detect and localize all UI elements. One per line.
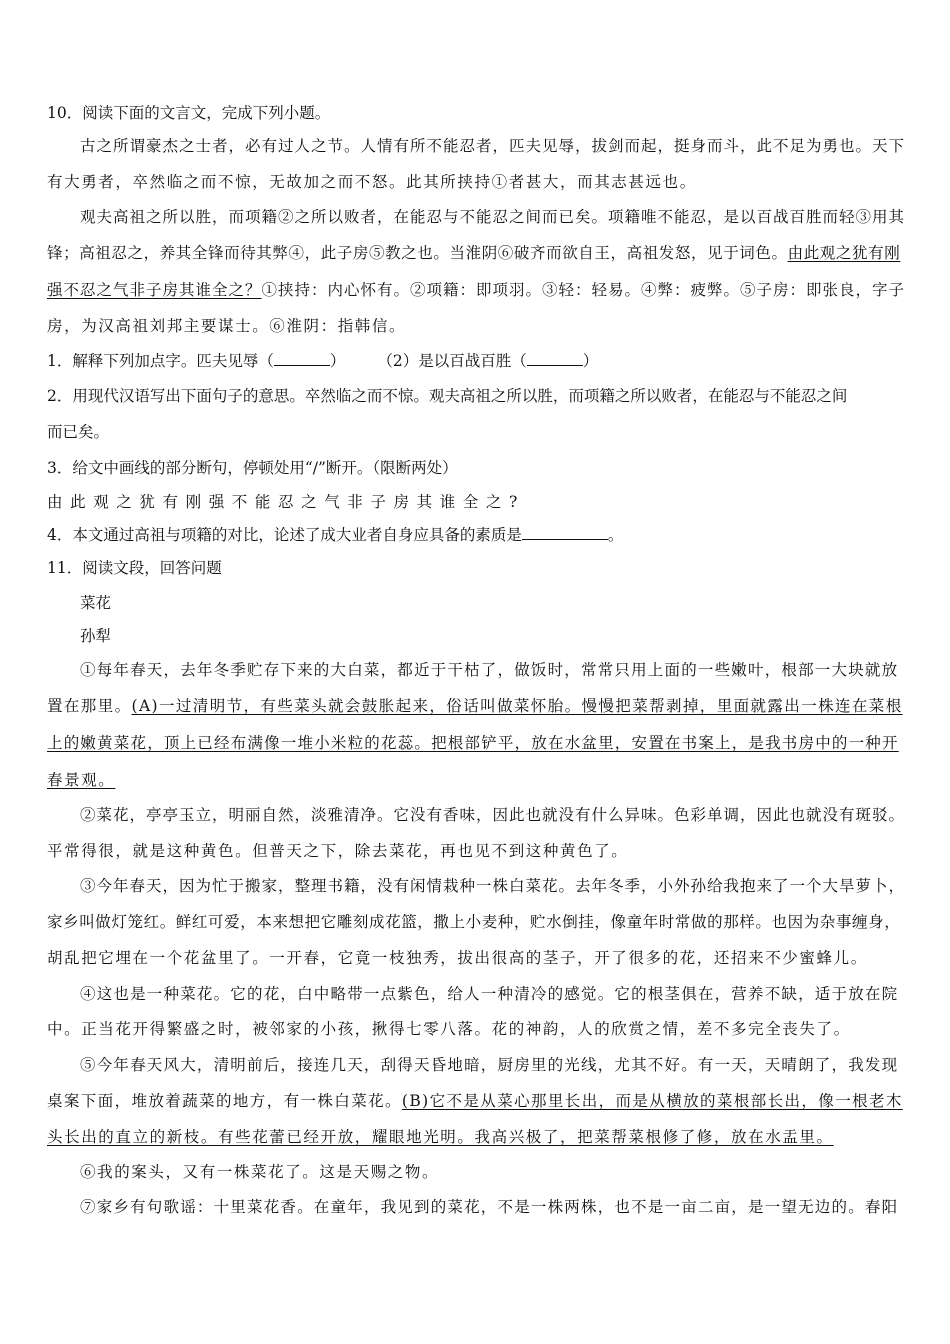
essay-p5-line1: ⑤今年春天风大，清明前后，接连几天，刮得天昏地暗，厨房里的光线，尤其不好。有一天，天晴朗了，我发现 (80, 1056, 899, 1074)
essay-p2-line1: ②菜花，亭亭玉立，明丽自然，淡雅清净。它没有香味，因此也就没有什么异味。色彩单调，因此也就没有斑驳。 (80, 806, 906, 824)
essay-p5-line2-text: 桌案下面，堆放着蔬菜的地方，有一株白菜花。 (47, 1092, 402, 1110)
essay-p3-line3: 胡乱把它埋在一个花盆里了。一开春，它竟一枝独秀，拔出很高的茎子，开了很多的花，还招来不少蜜蜂儿。 (47, 949, 868, 967)
q10-underlined-sentence-part2: 强不忍之气非子房其谁全之？ (47, 281, 262, 299)
q10-sub3: 3．给文中画线的部分断句，停顿处用“/”断开。（限断两处） (47, 459, 458, 477)
q10-notes-line2: 房，为汉高祖刘邦主要谋士。⑥淮阴：指韩信。 (47, 317, 407, 335)
q10-sub2-line2: 而已矣。 (47, 423, 110, 441)
essay-underlined-b-part2: 头长出的直立的新枝。有些花蕾已经开放，耀眼地光明。我高兴极了，把菜帮菜根修了修，放在水盂里。 (47, 1128, 834, 1146)
q10-passage-p1-line1: 古之所谓豪杰之士者，必有过人之节。人情有所不能忍者，匹夫见辱，拔剑而起，挺身而斗，此不足为勇也。天下 (80, 137, 906, 155)
q10-sub2-line1: 2．用现代汉语写出下面句子的意思。卒然临之而不惊。观夫高祖之所以胜，而项籍之所以败者，在能忍与不能忍之间 (47, 387, 848, 405)
q10-passage-p2-line2 (47, 243, 900, 263)
q10-passage-p2-line3 (47, 280, 905, 300)
essay-p1-line1: ①每年春天，去年冬季贮存下来的大白菜，都近于干枯了，做饭时，常常只用上面的一些嫩叶，根部一大块就放 (80, 661, 899, 679)
q10-notes-line1: ①挟持：内心怀有。②项籍：即项羽。③轻：轻易。④弊：疲弊。⑤子房：即张良，字子 (261, 281, 906, 299)
essay-p3-line2: 家乡叫做灯笼红。鲜红可爱，本来想把它雕刻成花篮，撒上小麦种，贮水倒挂，像童年时常做的那样。也因为杂事缠身， (47, 913, 901, 931)
essay-p1-line2 (47, 696, 903, 716)
q10-sub1 (47, 351, 598, 371)
q10-sub1-blank-2[interactable] (527, 351, 583, 366)
essay-p7-line1: ⑦家乡有句歌谣：十里菜花香。在童年，我见到的菜花，不是一株两株，也不是一亩二亩，是一望无边的。春阳 (80, 1198, 899, 1216)
essay-p5-line2 (47, 1091, 903, 1111)
essay-underlined-b-part1: (B)它不是从菜心那里长出，而是从横放的菜根部长出，像一根老木 (401, 1092, 903, 1110)
q10-underlined-sentence-part1: 由此观之犹有刚 (787, 244, 901, 262)
q10-sub4-text: 4．本文通过高祖与项籍的对比，论述了成大业者自身应具备的素质是 (47, 526, 522, 544)
essay-p4-line2: 中。正当花开得繁盛之时，被邻家的小孩，揪得七零八落。花的神韵，人的欣赏之情，差不多完全丧失了。 (47, 1020, 851, 1038)
essay-underlined-a-part1: (A)一过清明节，有些菜头就会鼓胀起来，俗话叫做菜怀胎。慢慢把菜帮剥掉，里面就露出一株连在菜根 (131, 697, 903, 715)
essay-title: 菜花 (80, 594, 112, 612)
q10-sub3-sentence: 由此观之犹有刚强不能忍之气非子房其谁全之? (47, 493, 525, 511)
essay-underlined-a-part3: 春景观。 (47, 771, 116, 789)
essay-p4-line1: ④这也是一种菜花。它的花，白中略带一点紫色，给人一种清冷的感觉。它的根茎俱在，营养不缺，适于放在院 (80, 985, 899, 1003)
essay-p2-line2: 平常得很，就是这种黄色。但普天之下，除去菜花，再也见不到这种黄色了。 (47, 842, 629, 860)
essay-p1-line2-text: 置在那里。 (47, 697, 132, 715)
q10-sub4-period: 。 (607, 526, 624, 544)
q10-title: 10．阅读下面的文言文，完成下列小题。 (47, 104, 331, 122)
q10-passage-p1-line2: 有大勇者，卒然临之而不惊，无故加之而不怒。此其所挟持①者甚大，而其志甚远也。 (47, 173, 697, 191)
q10-sub4-blank[interactable] (522, 525, 608, 540)
q10-sub4 (47, 525, 623, 545)
q10-sub1-text-a: 1．解释下列加点字。匹夫见辱（ (47, 352, 274, 370)
q10-passage-p2-line2-text: 锋；高祖忍之，养其全锋而待其弊④，此子房⑤教之也。当淮阴⑥破齐而欲自王，高祖发怒，见于词色。 (47, 244, 788, 262)
q10-sub1-text-d: ） (582, 352, 599, 370)
essay-p6: ⑥我的案头，又有一株菜花了。这是天赐之物。 (80, 1163, 440, 1181)
essay-author: 孙犁 (80, 627, 112, 645)
q10-passage-p2-line1: 观夫高祖之所以胜，而项籍②之所以败者，在能忍与不能忍之间而已矣。项籍唯不能忍，是以百战百胜而轻③用其 (80, 208, 906, 226)
q10-sub1-blank-1[interactable] (274, 351, 330, 366)
q10-sub1-text-b: ） (329, 352, 346, 370)
q11-title: 11．阅读文段，回答问题 (47, 559, 222, 577)
essay-underlined-a-part2: 上的嫩黄菜花，顶上已经布满像一堆小米粒的花蕊。把根部铲平，放在水盆里，安置在书案上，是我书房中的一种开 (47, 734, 899, 752)
q10-sub1-text-c: （2）是以百战百胜（ (377, 352, 527, 370)
essay-p3-line1: ③今年春天，因为忙于搬家，整理书籍，没有闲情栽种一株白菜花。去年冬季，小外孙给我抱来了一个大旱萝卜， (80, 877, 906, 895)
